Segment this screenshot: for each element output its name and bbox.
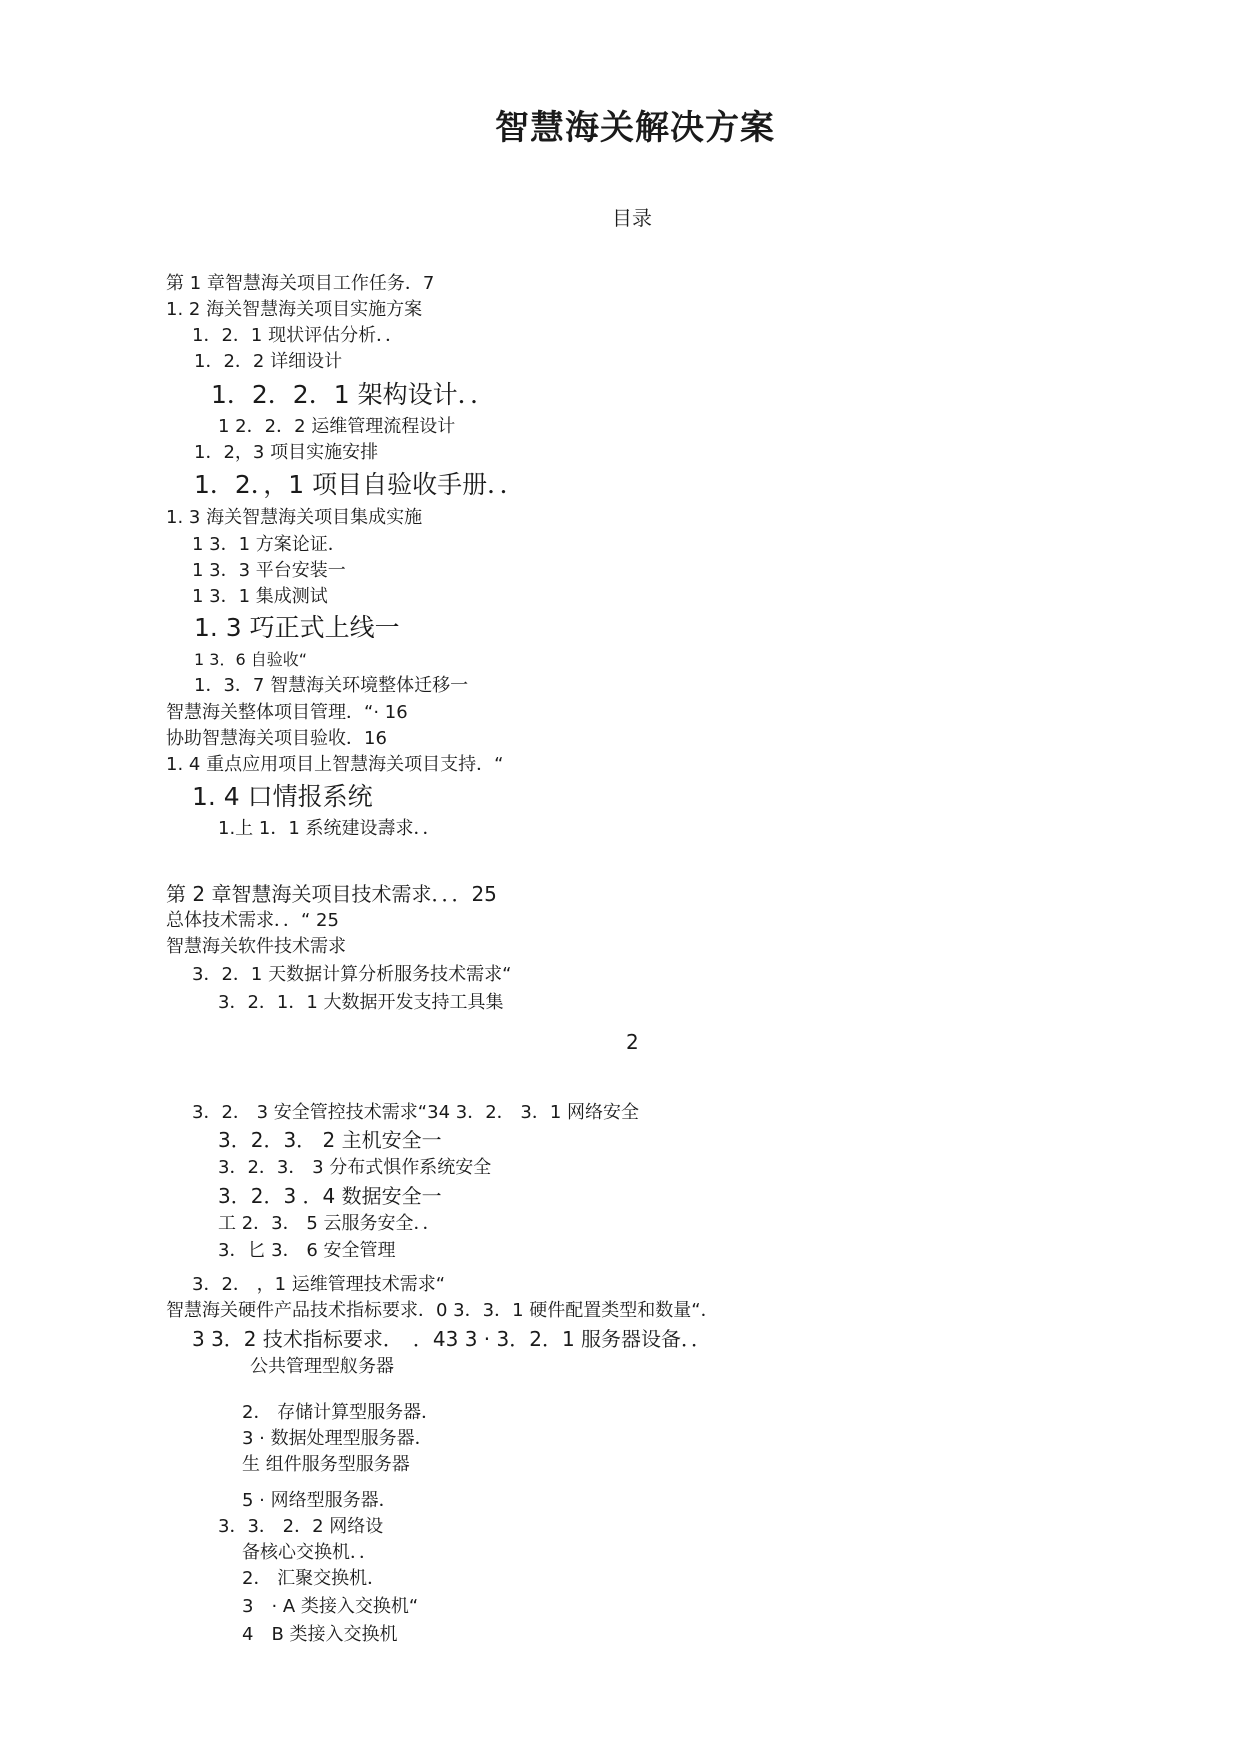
toc-entry: 1．2．1 现状评估分析．． (192, 325, 404, 346)
toc-heading: 目录 (612, 206, 652, 230)
toc-entry: 3 · 数据处理型服务器． (242, 1428, 433, 1449)
toc-entry: 2． 汇聚交换机． (242, 1568, 386, 1589)
toc-entry: 智慧海关整体项目管理．“· 16 (166, 702, 408, 723)
toc-entry: 3．2． ，1 运维管理技术需求“ (192, 1274, 446, 1295)
toc-entry: 5 · 网络型服务器． (242, 1490, 397, 1511)
toc-entry: 1. 2 海关智慧海关项目实施方案 (166, 299, 423, 320)
toc-entry: 3．2．3． 3 分布式惧作系统安全 (218, 1157, 492, 1178)
toc-entry: 生 组件服务型服务器 (242, 1454, 410, 1475)
toc-entry: 1．2．2 详细设计 (194, 351, 343, 372)
toc-entry: 1 2．2．2 运维管理流程设计 (218, 416, 456, 437)
toc-entry: 1 3．6 自验收“ (194, 650, 308, 669)
document-title: 智慧海关解决方案 (495, 108, 775, 148)
toc-entry: 3 3．2 技术指标要求． ．43 3 · 3．2．1 服务器设备．． (192, 1327, 712, 1351)
toc-entry: 智慧海关软件技术需求 (166, 936, 346, 957)
toc-entry: 3．2．3 ．4 数据安全一 (218, 1184, 442, 1208)
toc-entry: 2． 存储计算型服务器． (242, 1402, 440, 1423)
toc-entry: 公共管理型舣务器 (250, 1356, 394, 1377)
toc-entry: 3．2． 3 安全管控技术需求“34 3．2． 3．1 网络安全 (192, 1102, 640, 1123)
toc-entry: 总体技术需求．．“ 25 (166, 910, 339, 931)
toc-entry: 工 2．3． 5 云服务安全．． (218, 1213, 441, 1234)
toc-entry: 备核心交换机．． (242, 1542, 377, 1563)
page-number: 2 (626, 1030, 639, 1054)
toc-entry: 1．2．，1 项目自验收手册．． (194, 470, 525, 499)
toc-entry: 1 3．1 方案论证． (192, 534, 346, 555)
toc-entry: 协助智慧海关项目验收．16 (166, 728, 387, 749)
toc-entry: 1 3．3 平台安装一 (192, 560, 346, 581)
toc-entry: 1．2．2．1 架构设计．． (211, 380, 496, 409)
toc-entry: 4 B 类接入交换机 (242, 1624, 398, 1645)
toc-entry: 3 · A 类接入交换机“ (242, 1596, 419, 1617)
toc-entry: 1．2，3 项目实施安排 (194, 442, 379, 463)
toc-entry: 1. 3 海关智慧海关项目集成实施 (166, 507, 423, 528)
toc-entry: 3．2．1．1 大数据开发支持工具集 (218, 992, 504, 1013)
toc-entry: 第 1 章智慧海关项目工作任务．7 (166, 273, 435, 294)
toc-entry: 1 3．1 集成测试 (192, 586, 328, 607)
toc-entry: 3．2．3． 2 主机安全一 (218, 1128, 442, 1152)
toc-entry: 第 2 章智慧海关项目技术需求．．．25 (166, 882, 497, 906)
toc-entry: 1. 3 巧正式上线一 (194, 613, 400, 642)
toc-entry: 3．3． 2．2 网络设 (218, 1516, 384, 1537)
toc-entry: 1．3．7 智慧海关环境整体迁移一 (194, 675, 469, 696)
toc-entry: 1.上 1．1 系统建设壽求．． (218, 818, 441, 839)
toc-entry: 3．匕 3． 6 安全管理 (218, 1240, 396, 1261)
toc-entry: 智慧海关硬件产品技术指标要求．0 3．3．1 硬件配置类型和数量“． (166, 1300, 719, 1321)
toc-entry: 1. 4 重点应用项目上智慧海关项目支持．“ (166, 754, 504, 775)
toc-entry: 3．2．1 天数据计算分析服务技术需求“ (192, 964, 512, 985)
toc-entry: 1. 4 口情报系统 (192, 782, 373, 811)
